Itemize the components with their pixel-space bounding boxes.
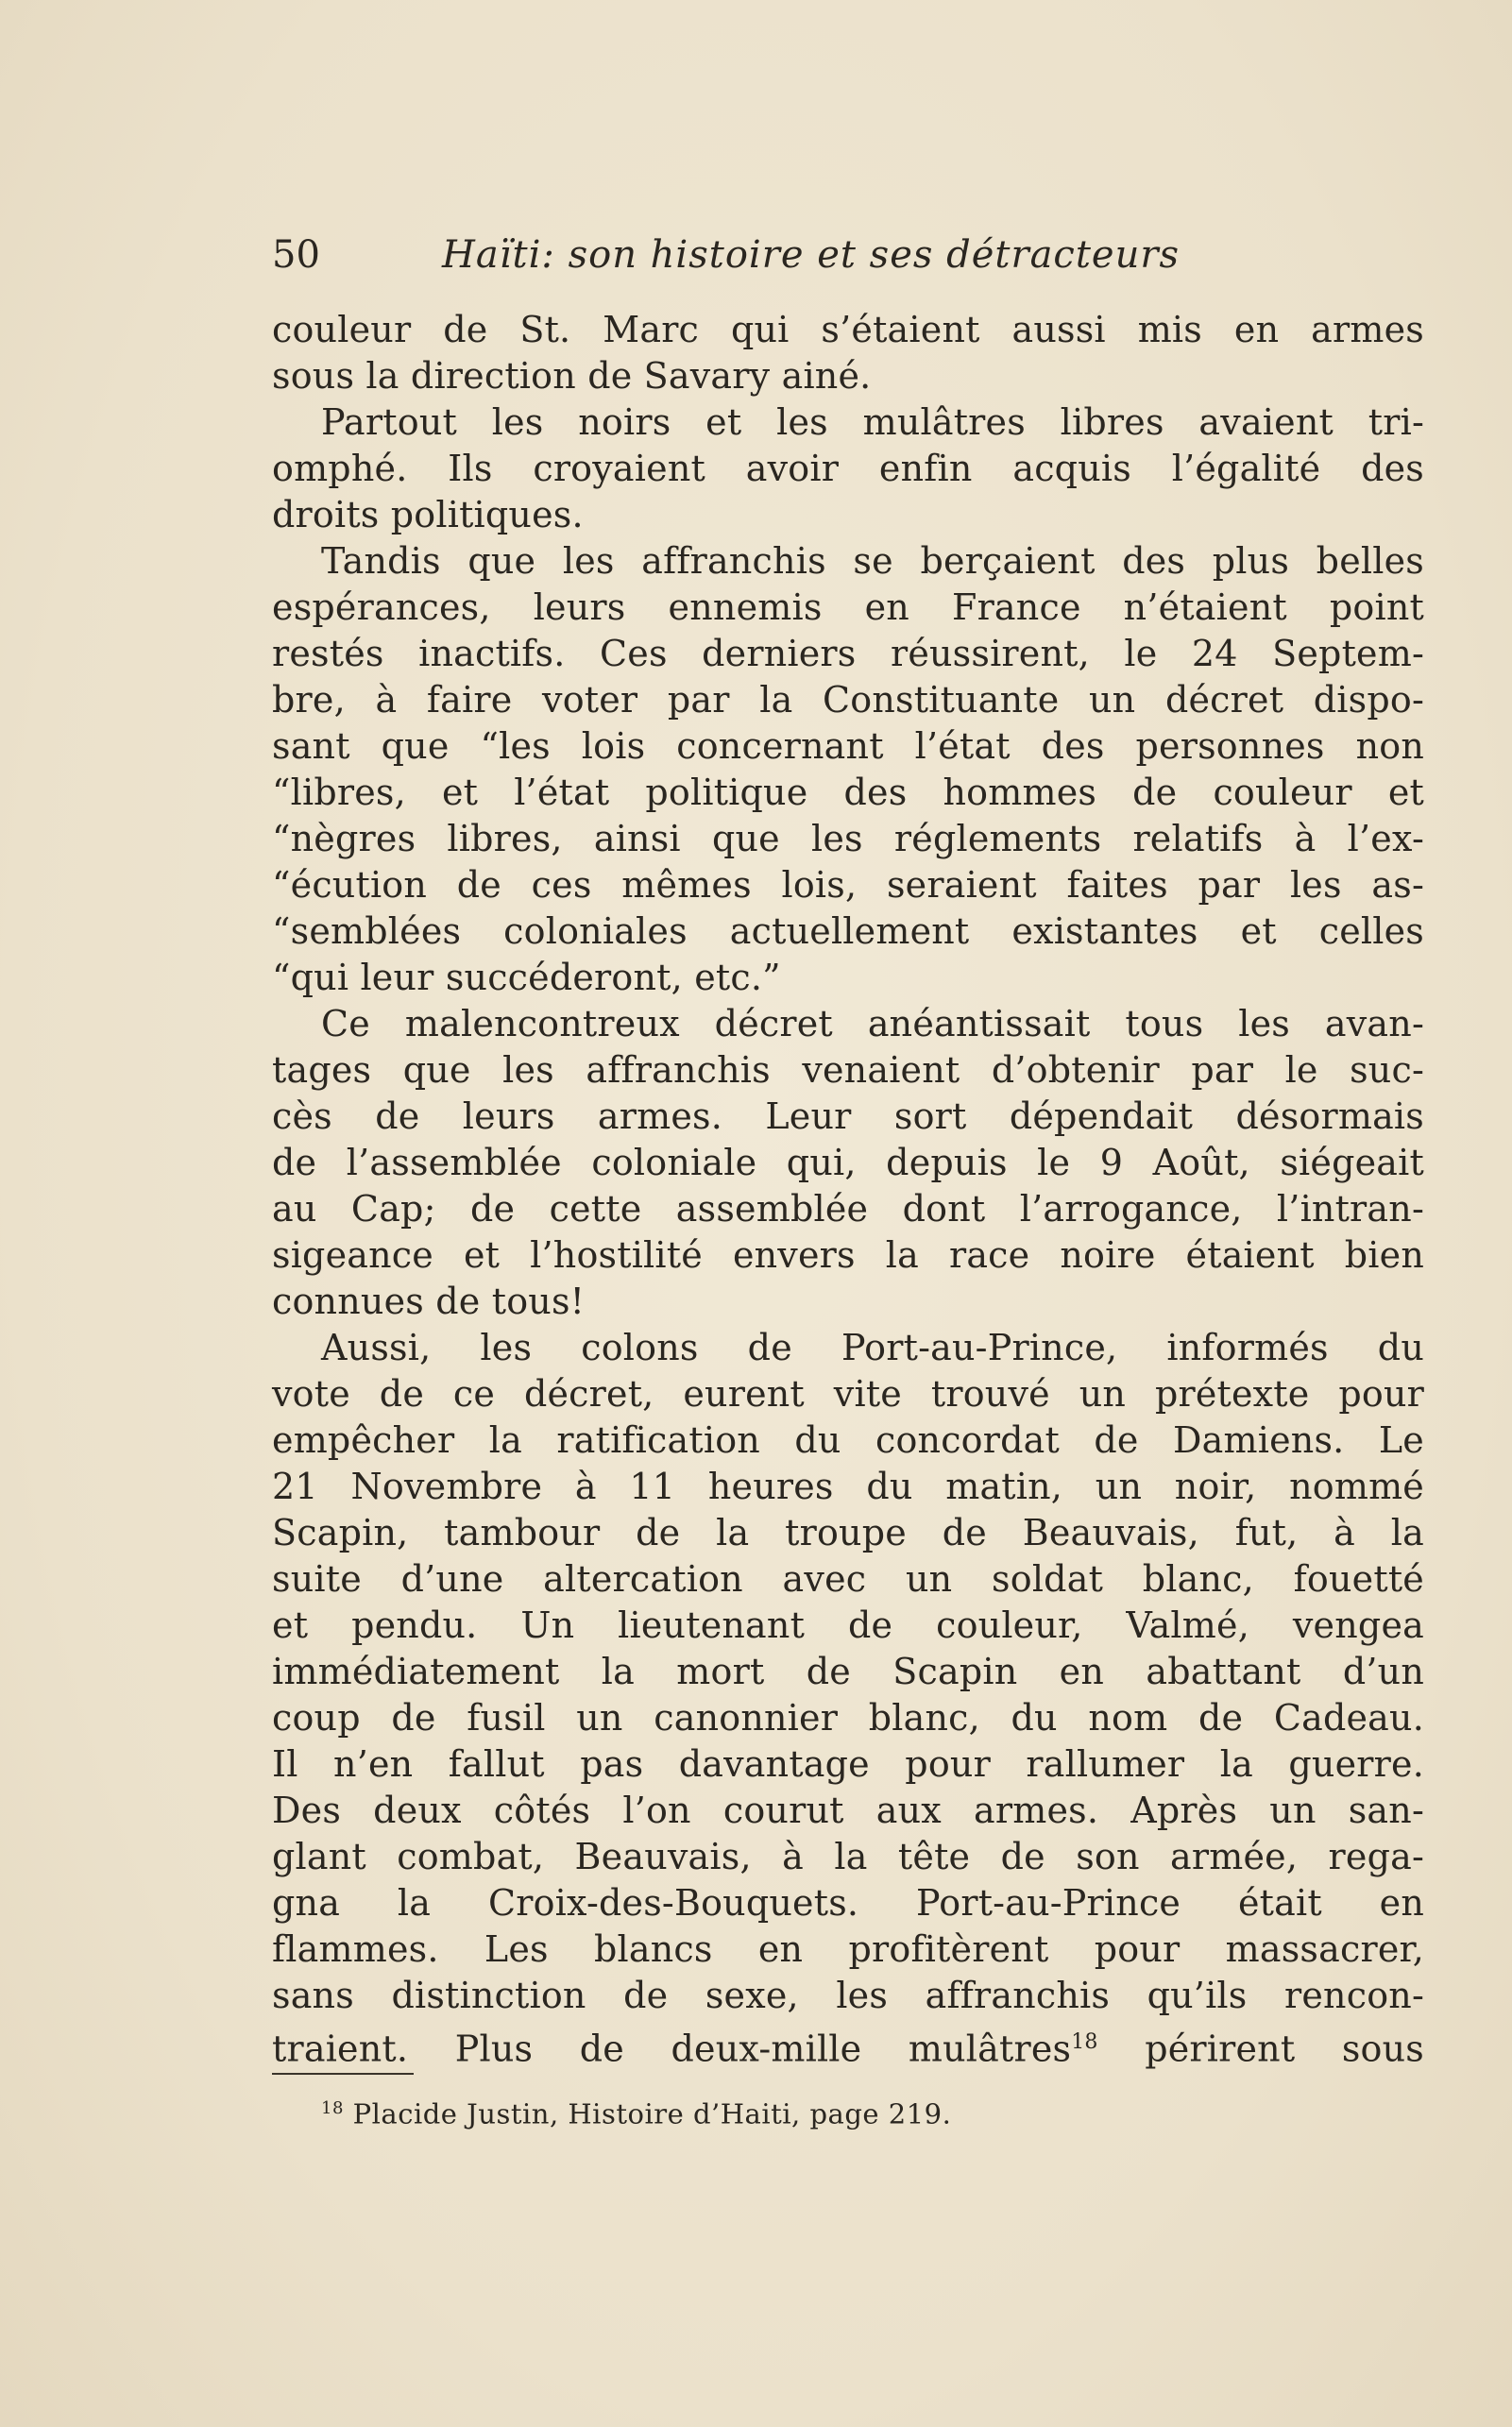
text-line: sous la direction de Savary ainé. bbox=[272, 355, 872, 397]
text-segment: périrent sous bbox=[1145, 2028, 1425, 2070]
paragraph-start-line: Tandis que les affranchis se berçaient des plus belles bbox=[321, 540, 1424, 582]
text-line: glant combat, Beauvais, à la tête de son armée, rega- bbox=[272, 1836, 1424, 1877]
text-line: “écution de ces mêmes lois, seraient faites par les as- bbox=[272, 864, 1424, 906]
text-line: au Cap; de cette assemblée dont l’arrogance, l’intran- bbox=[272, 1188, 1424, 1230]
text-line: Scapin, tambour de la troupe de Beauvais, fut, à la bbox=[272, 1512, 1424, 1553]
paragraph-start-line: Aussi, les colons de Port-au-Prince, informés du bbox=[321, 1327, 1424, 1368]
text-line: Il n’en fallut pas davantage pour rallumer la guerre. bbox=[272, 1743, 1424, 1785]
running-title: Haïti: son histoire et ses détracteurs bbox=[442, 233, 1180, 277]
text-line: et pendu. Un lieutenant de couleur, Valmé, vengea bbox=[272, 1604, 1424, 1646]
text-line: cès de leurs armes. Leur sort dépendait désormais bbox=[272, 1095, 1424, 1137]
text-line: connues de tous! bbox=[272, 1281, 586, 1322]
text-line: sigeance et l’hostilité envers la race noire étaient bien bbox=[272, 1234, 1424, 1276]
text-line: coup de fusil un canonnier blanc, du nom de Cadeau. bbox=[272, 1697, 1424, 1739]
footnote-separator bbox=[272, 2073, 414, 2075]
footnote-number: 18 bbox=[321, 2098, 344, 2118]
page-header bbox=[272, 227, 1424, 283]
text-line: gna la Croix-des-Bouquets. Port-au-Prince était en bbox=[272, 1882, 1424, 1924]
text-line: vote de ce décret, eurent vite trouvé un prétexte pour bbox=[272, 1373, 1424, 1415]
text-segment: traient. Plus de deux-mille mulâtres bbox=[272, 2028, 1072, 2070]
text-line: espérances, leurs ennemis en France n’étaient point bbox=[272, 586, 1424, 628]
text-line-with-footnote bbox=[272, 2019, 1425, 2070]
footnote-reference: 18 bbox=[1071, 2030, 1098, 2054]
paragraph-start-line: Ce malencontreux décret anéantissait tous les avan- bbox=[321, 1003, 1424, 1044]
text-line: restés inactifs. Ces derniers réussirent, le 24 Septem- bbox=[272, 633, 1424, 674]
text-line: sans distinction de sexe, les affranchis qu’ils rencon- bbox=[272, 1975, 1424, 2016]
paragraph-start-line: Partout les noirs et les mulâtres libres avaient tri- bbox=[321, 401, 1424, 443]
text-line: empêcher la ratification du concordat de Damiens. Le bbox=[272, 1419, 1424, 1461]
page-number: 50 bbox=[272, 233, 320, 277]
text-line: flammes. Les blancs en profitèrent pour massacrer, bbox=[272, 1928, 1424, 1970]
text-line: omphé. Ils croyaient avoir enfin acquis l’égalité des bbox=[272, 448, 1424, 489]
text-line: couleur de St. Marc qui s’étaient aussi mis en armes bbox=[272, 309, 1424, 350]
footnote bbox=[321, 2090, 951, 2133]
text-line: droits politiques. bbox=[272, 494, 584, 535]
text-line: immédiatement la mort de Scapin en abattant d’un bbox=[272, 1651, 1424, 1692]
text-line: de l’assemblée coloniale qui, depuis le 9 Août, siégeait bbox=[272, 1142, 1424, 1183]
text-line: Des deux côtés l’on courut aux armes. Après un san- bbox=[272, 1790, 1424, 1831]
text-line: tages que les affranchis venaient d’obtenir par le suc- bbox=[272, 1049, 1424, 1091]
body-text bbox=[272, 307, 1425, 2070]
footnote-text: Placide Justin, Histoire d’Haiti, page 219. bbox=[352, 2097, 952, 2130]
text-line: “semblées coloniales actuellement existantes et celles bbox=[272, 910, 1424, 952]
text-line: sant que “les lois concernant l’état des personnes non bbox=[272, 725, 1424, 767]
text-line: “nègres libres, ainsi que les réglements relatifs à l’ex- bbox=[272, 818, 1424, 859]
text-line: suite d’une altercation avec un soldat blanc, fouetté bbox=[272, 1558, 1424, 1600]
text-line: bre, à faire voter par la Constituante un décret dispo- bbox=[272, 679, 1424, 721]
text-line: “libres, et l’état politique des hommes de couleur et bbox=[272, 772, 1424, 813]
text-line: 21 Novembre à 11 heures du matin, un noir, nommé bbox=[272, 1466, 1424, 1507]
text-line: “qui leur succéderont, etc.” bbox=[272, 957, 781, 998]
